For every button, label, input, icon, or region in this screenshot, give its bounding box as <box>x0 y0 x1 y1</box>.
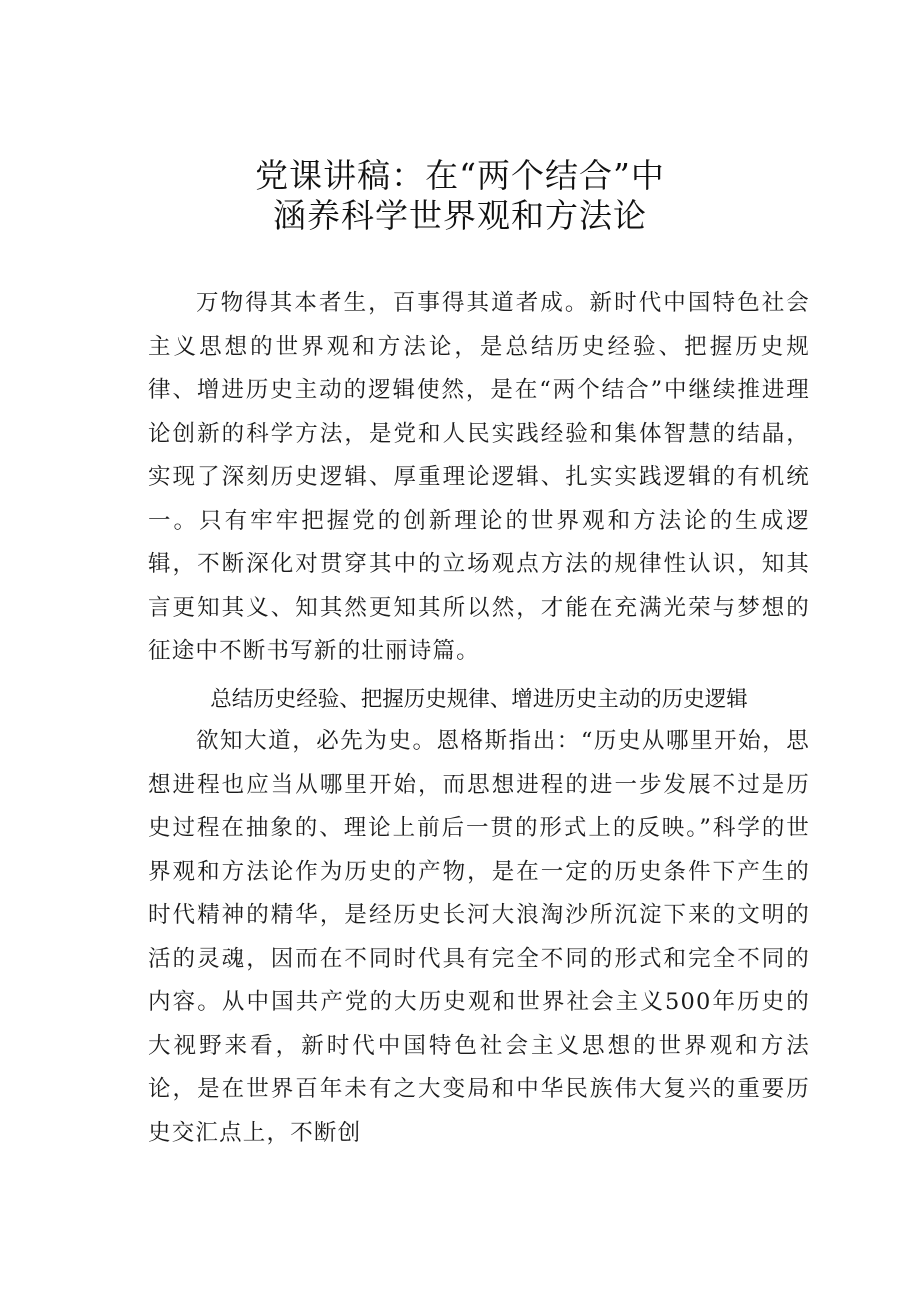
section-heading: 总结历史经验、把握历史规律、增进历史主动的历史逻辑 <box>210 687 748 712</box>
title-line-2: 涵养科学世界观和方法论 <box>273 196 647 235</box>
body-paragraph-2: 欲知大道，必先为史。恩格斯指出：“历史从哪里开始，思想进程也应当从哪里开始，而思想进程的进一步发展不过是历史过程在抽象的、理论上前后一贯的形式上的反映。”科学的世界观和方法论作为历史的产物，是在一定的历史条件下产生的时代精神的精华，是经历史长河大浪淘沙所沉淀下来的文明的活的灵魂，因而在不同时代具有完全不同的形式和完全不同的内容。从中国共产党的大历史观和世界社会主义500年历史的大视野来看，新时代中国特色社会主义思想的世界观和方法论，是在世界百年未有之大变局和中华民族伟大复兴的重要历史交汇点上，不断创 <box>148 728 810 1146</box>
body-paragraph-1: 万物得其本者生，百事得其道者成。新时代中国特色社会主义思想的世界观和方法论，是总结历史经验、把握历史规律、增进历史主动的逻辑使然，是在“两个结合”中继续推进理论创新的科学方法，是党和人民实践经验和集体智慧的结晶，实现了深刻历史逻辑、厚重理论逻辑、扎实实践逻辑的有机统一。只有牢牢把握党的创新理论的世界观和方法论的生成逻辑，不断深化对贯穿其中的立场观点方法的规律性认识，知其言更知其义、知其然更知其所以然，才能在充满光荣与梦想的征途中不断书写新的壮丽诗篇。 <box>148 290 810 664</box>
document-title <box>110 156 810 236</box>
title-line-1: 党课讲稿：在“两个结合”中 <box>255 156 665 195</box>
